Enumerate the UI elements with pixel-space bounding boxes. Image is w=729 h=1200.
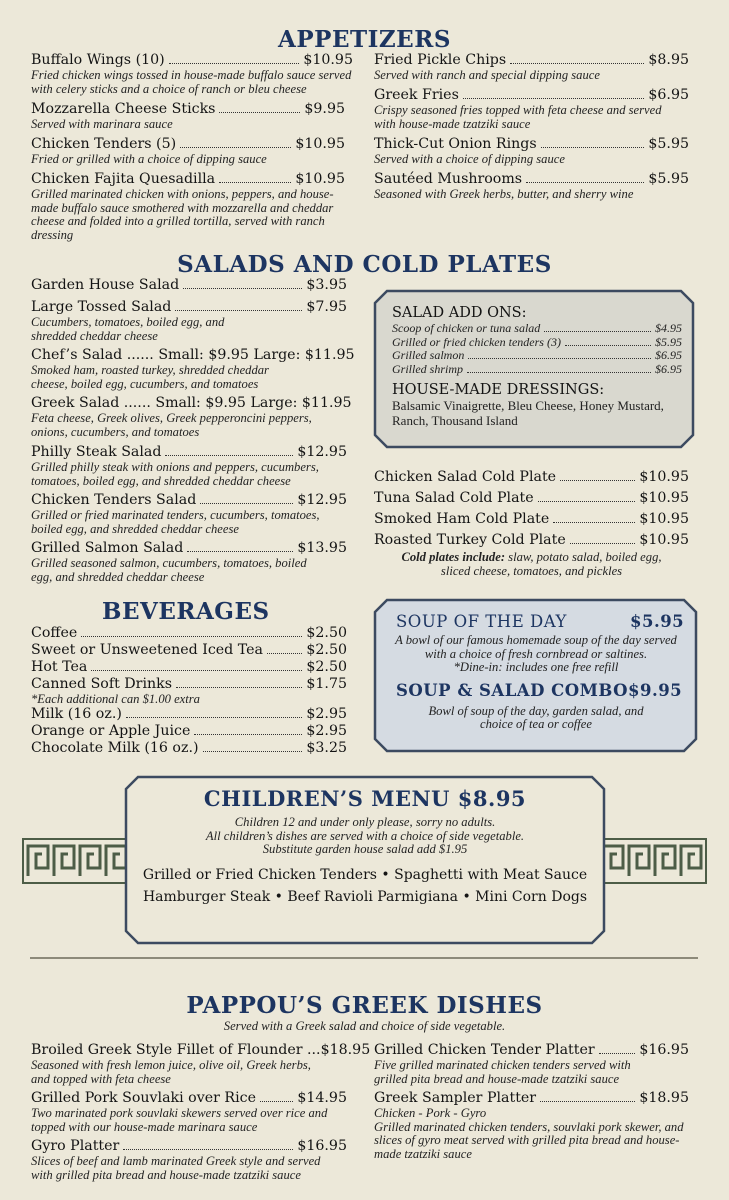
children-note-1: Children 12 and under only please, sorry no adults. (234, 815, 496, 829)
menu-item (374, 1042, 689, 1086)
soup-title: SOUP OF THE DAY (396, 612, 567, 631)
children-dishes-line-1: Grilled or Fried Chicken Tenders • Spaghetti with Meat Sauce (142, 866, 588, 883)
item-name: Philly Steak Salad (31, 444, 162, 460)
beverage-item: Canned Soft Drinks $1.75 (31, 676, 347, 692)
item-description: Fried chicken wings tossed in house-made buffalo sauce served with celery sticks and a choice of ranch or bleu cheese (31, 68, 352, 96)
item-name: Chicken Tenders Salad (31, 492, 197, 508)
addon-item: Grilled salmon $6.95 (392, 348, 682, 362)
item-price: $18.95 (320, 1042, 371, 1058)
combo-desc-2: choice of tea or coffee (480, 717, 592, 732)
item-price: $14.95 (297, 1090, 347, 1106)
addon-item: Grilled or fried chicken tenders (3) $5.95 (392, 334, 682, 349)
beverage-item: Milk (16 oz.) $2.95 (31, 706, 347, 722)
cold-plates-note-line2: sliced cheese, tomatoes, and pickles (440, 563, 623, 578)
item-name: Thick-Cut Onion Rings (374, 136, 537, 152)
item-price: $10.95 (295, 171, 345, 187)
item-name: Grilled Chicken Tender Platter (374, 1042, 595, 1058)
salad-addons-box (392, 305, 682, 428)
item-price: $16.95 (297, 1138, 347, 1154)
menu-item (31, 171, 345, 242)
menu-item (374, 171, 689, 202)
menu-item (31, 277, 347, 294)
beverage-item: Hot Tea $2.50 (31, 659, 347, 675)
item-name: Fried Pickle Chips (374, 52, 507, 68)
menu-item (31, 136, 345, 167)
item-name: Chicken Fajita Quesadilla (31, 171, 216, 187)
item-description: Grilled marinated chicken with onions, peppers, and house-made buffalo sauce smothered with mozzarella and cheddar cheese and folded into a grilled tortilla, served with ranch dressing (31, 187, 334, 242)
menu-item (31, 101, 345, 132)
addons-title: SALAD ADD ONS: (392, 305, 527, 321)
soup-desc-3: *Dine-in: includes one free refill (453, 660, 619, 675)
item-price: $10.95 (303, 52, 353, 68)
beverage-note: *Each additional can $1.00 extra (31, 692, 200, 706)
menu-item (31, 492, 347, 536)
menu-item (31, 1090, 347, 1134)
beverages-list (31, 625, 347, 757)
beverage-item: Orange or Apple Juice $2.95 (31, 723, 347, 739)
item-name: Greek Salad ...... Small: $9.95 Large: $11.95 (31, 395, 352, 411)
item-description: Grilled seasoned salmon, cucumbers, tomatoes, boiled egg, and shredded cheddar cheese (31, 556, 307, 584)
cold-plate-item: Chicken Salad Cold Plate $10.95 (374, 469, 689, 485)
item-name: Greek Sampler Platter (374, 1090, 537, 1106)
item-price: $5.95 (648, 136, 689, 152)
menu-item (374, 1090, 689, 1161)
greek-key-border-right (597, 838, 707, 884)
combo-title: SOUP & SALAD COMBO (396, 680, 629, 700)
item-description: Seasoned with fresh lemon juice, olive oil, Greek herbs, and topped with feta cheese (31, 1058, 311, 1086)
menu-item (31, 444, 347, 488)
item-price: $12.95 (297, 492, 347, 508)
item-price: $9.95 (304, 101, 345, 117)
menu-item (374, 136, 689, 167)
menu-item (374, 87, 689, 131)
menu-item (31, 1138, 347, 1182)
children-note-2: All children’s dishes are served with a choice of side vegetable. (205, 828, 525, 843)
item-description: Cucumbers, tomatoes, boiled egg, and shredded cheddar cheese (31, 315, 225, 343)
item-description: Slices of beef and lamb marinated Greek style and served with grilled pita bread and house-made tzatziki sauce (31, 1154, 321, 1182)
item-description: Chicken - Pork - Gyro Grilled marinated chicken tenders, souvlaki pork skewer, and slices of gyro meat served with grilled pita bread and house-made tzatziki sauce (374, 1106, 684, 1161)
beverage-item: Sweet or Unsweetened Iced Tea $2.50 (31, 642, 347, 658)
soup-box (380, 612, 692, 732)
item-description: Served with ranch and special dipping sauce (374, 68, 600, 82)
item-price: $3.95 (306, 277, 347, 293)
menu-item (31, 395, 351, 439)
dressings-title: HOUSE-MADE DRESSINGS: (392, 382, 605, 398)
childrens-menu (126, 786, 604, 907)
menu-item (31, 52, 353, 96)
beverage-item: Coffee $2.50 (31, 625, 347, 641)
greek-subtitle: Served with a Greek salad and choice of side vegetable. (223, 1019, 506, 1033)
menu-item (374, 52, 689, 83)
combo-price: $9.95 (628, 680, 683, 700)
item-description: Five grilled marinated chicken tenders served with grilled pita bread and house-made tzatziki sauce (374, 1058, 631, 1086)
menu-item (31, 540, 347, 584)
menu-item (31, 347, 355, 391)
item-price: $8.95 (648, 52, 689, 68)
item-description: Served with a choice of dipping sauce (374, 152, 565, 166)
cold-plate-item: Smoked Ham Cold Plate $10.95 (374, 511, 689, 527)
section-divider (30, 957, 698, 959)
item-description: Crispy seasoned fries topped with feta cheese and served with house-made tzatziki sauce (374, 103, 662, 131)
item-name: Large Tossed Salad (31, 299, 172, 315)
addon-item: Grilled shrimp $6.95 (392, 361, 682, 376)
children-dishes-line-2: Hamburger Steak • Beef Ravioli Parmigiana • Mini Corn Dogs (142, 888, 588, 905)
item-price: $5.95 (648, 171, 689, 187)
item-description: Feta cheese, Greek olives, Greek pepperoncini peppers, onions, cucumbers, and tomatoes (31, 411, 312, 439)
cold-plates (374, 469, 689, 578)
cold-plate-item: Tuna Salad Cold Plate $10.95 (374, 490, 689, 506)
item-name: Chicken Tenders (5) (31, 136, 177, 152)
item-name: Broiled Greek Style Fillet of Flounder ... (31, 1042, 321, 1058)
item-price: $10.95 (295, 136, 345, 152)
dressings-list: Balsamic Vinaigrette, Bleu Cheese, Honey Mustard, Ranch, Thousand Island (392, 398, 664, 428)
greek-key-border-left (22, 838, 132, 884)
soup-price: $5.95 (630, 612, 685, 631)
item-name: Garden House Salad (31, 277, 180, 293)
combo-title-row (380, 681, 692, 705)
item-description: Grilled philly steak with onions and peppers, cucumbers, tomatoes, boiled egg, and shredded cheddar cheese (31, 460, 319, 488)
item-description: Two marinated pork souvlaki skewers served over rice and topped with our house-made marinara sauce (31, 1106, 328, 1134)
item-price: $6.95 (648, 87, 689, 103)
salads-heading: SALADS AND COLD PLATES (177, 251, 552, 278)
beverages-heading: BEVERAGES (102, 598, 270, 625)
item-name: Greek Fries (374, 87, 459, 103)
item-price: $16.95 (639, 1042, 689, 1058)
menu-item (31, 299, 347, 343)
soup-desc-1: A bowl of our famous homemade soup of the day served (395, 633, 677, 647)
children-title: CHILDREN’S MENU $8.95 (203, 786, 527, 811)
menu-item (31, 1042, 371, 1086)
item-description: Fried or grilled with a choice of dipping sauce (31, 152, 267, 166)
item-price: $7.95 (306, 299, 347, 315)
item-description: Smoked ham, roasted turkey, shredded cheddar cheese, boiled egg, cucumbers, and tomatoes (31, 363, 269, 391)
item-description: Grilled or fried marinated tenders, cucumbers, tomatoes, boiled egg, and shredded cheddar cheese (31, 508, 320, 536)
item-name: Mozzarella Cheese Sticks (31, 101, 216, 117)
children-note-3: Substitute garden house salad add $1.95 (262, 842, 468, 857)
soup-title-row (380, 612, 692, 634)
item-name: Chef’s Salad ...... Small: $9.95 Large: $11.95 (31, 347, 355, 363)
item-name: Grilled Salmon Salad (31, 540, 184, 556)
cold-plates-note: Cold plates include: slaw, potato salad, boiled egg, (401, 550, 662, 564)
item-price: $13.95 (297, 540, 347, 556)
item-description: Served with marinara sauce (31, 117, 173, 131)
appetizers-heading: APPETIZERS (278, 26, 451, 53)
greek-heading: PAPPOU’S GREEK DISHES (186, 992, 543, 1019)
item-name: Buffalo Wings (10) (31, 52, 165, 68)
addon-item: Scoop of chicken or tuna salad $4.95 (392, 321, 682, 335)
item-name: Grilled Pork Souvlaki over Rice (31, 1090, 256, 1106)
item-name: Gyro Platter (31, 1138, 120, 1154)
item-name: Sautéed Mushrooms (374, 171, 523, 187)
item-price: $18.95 (639, 1090, 689, 1106)
item-description: Seasoned with Greek herbs, butter, and sherry wine (374, 187, 634, 201)
cold-plate-item: Roasted Turkey Cold Plate $10.95 (374, 532, 689, 548)
item-price: $12.95 (297, 444, 347, 460)
soup-desc-2: with a choice of fresh cornbread or saltines. (424, 646, 648, 661)
beverage-item: Chocolate Milk (16 oz.) $3.25 (31, 740, 347, 756)
combo-desc-1: Bowl of soup of the day, garden salad, and (428, 703, 644, 718)
